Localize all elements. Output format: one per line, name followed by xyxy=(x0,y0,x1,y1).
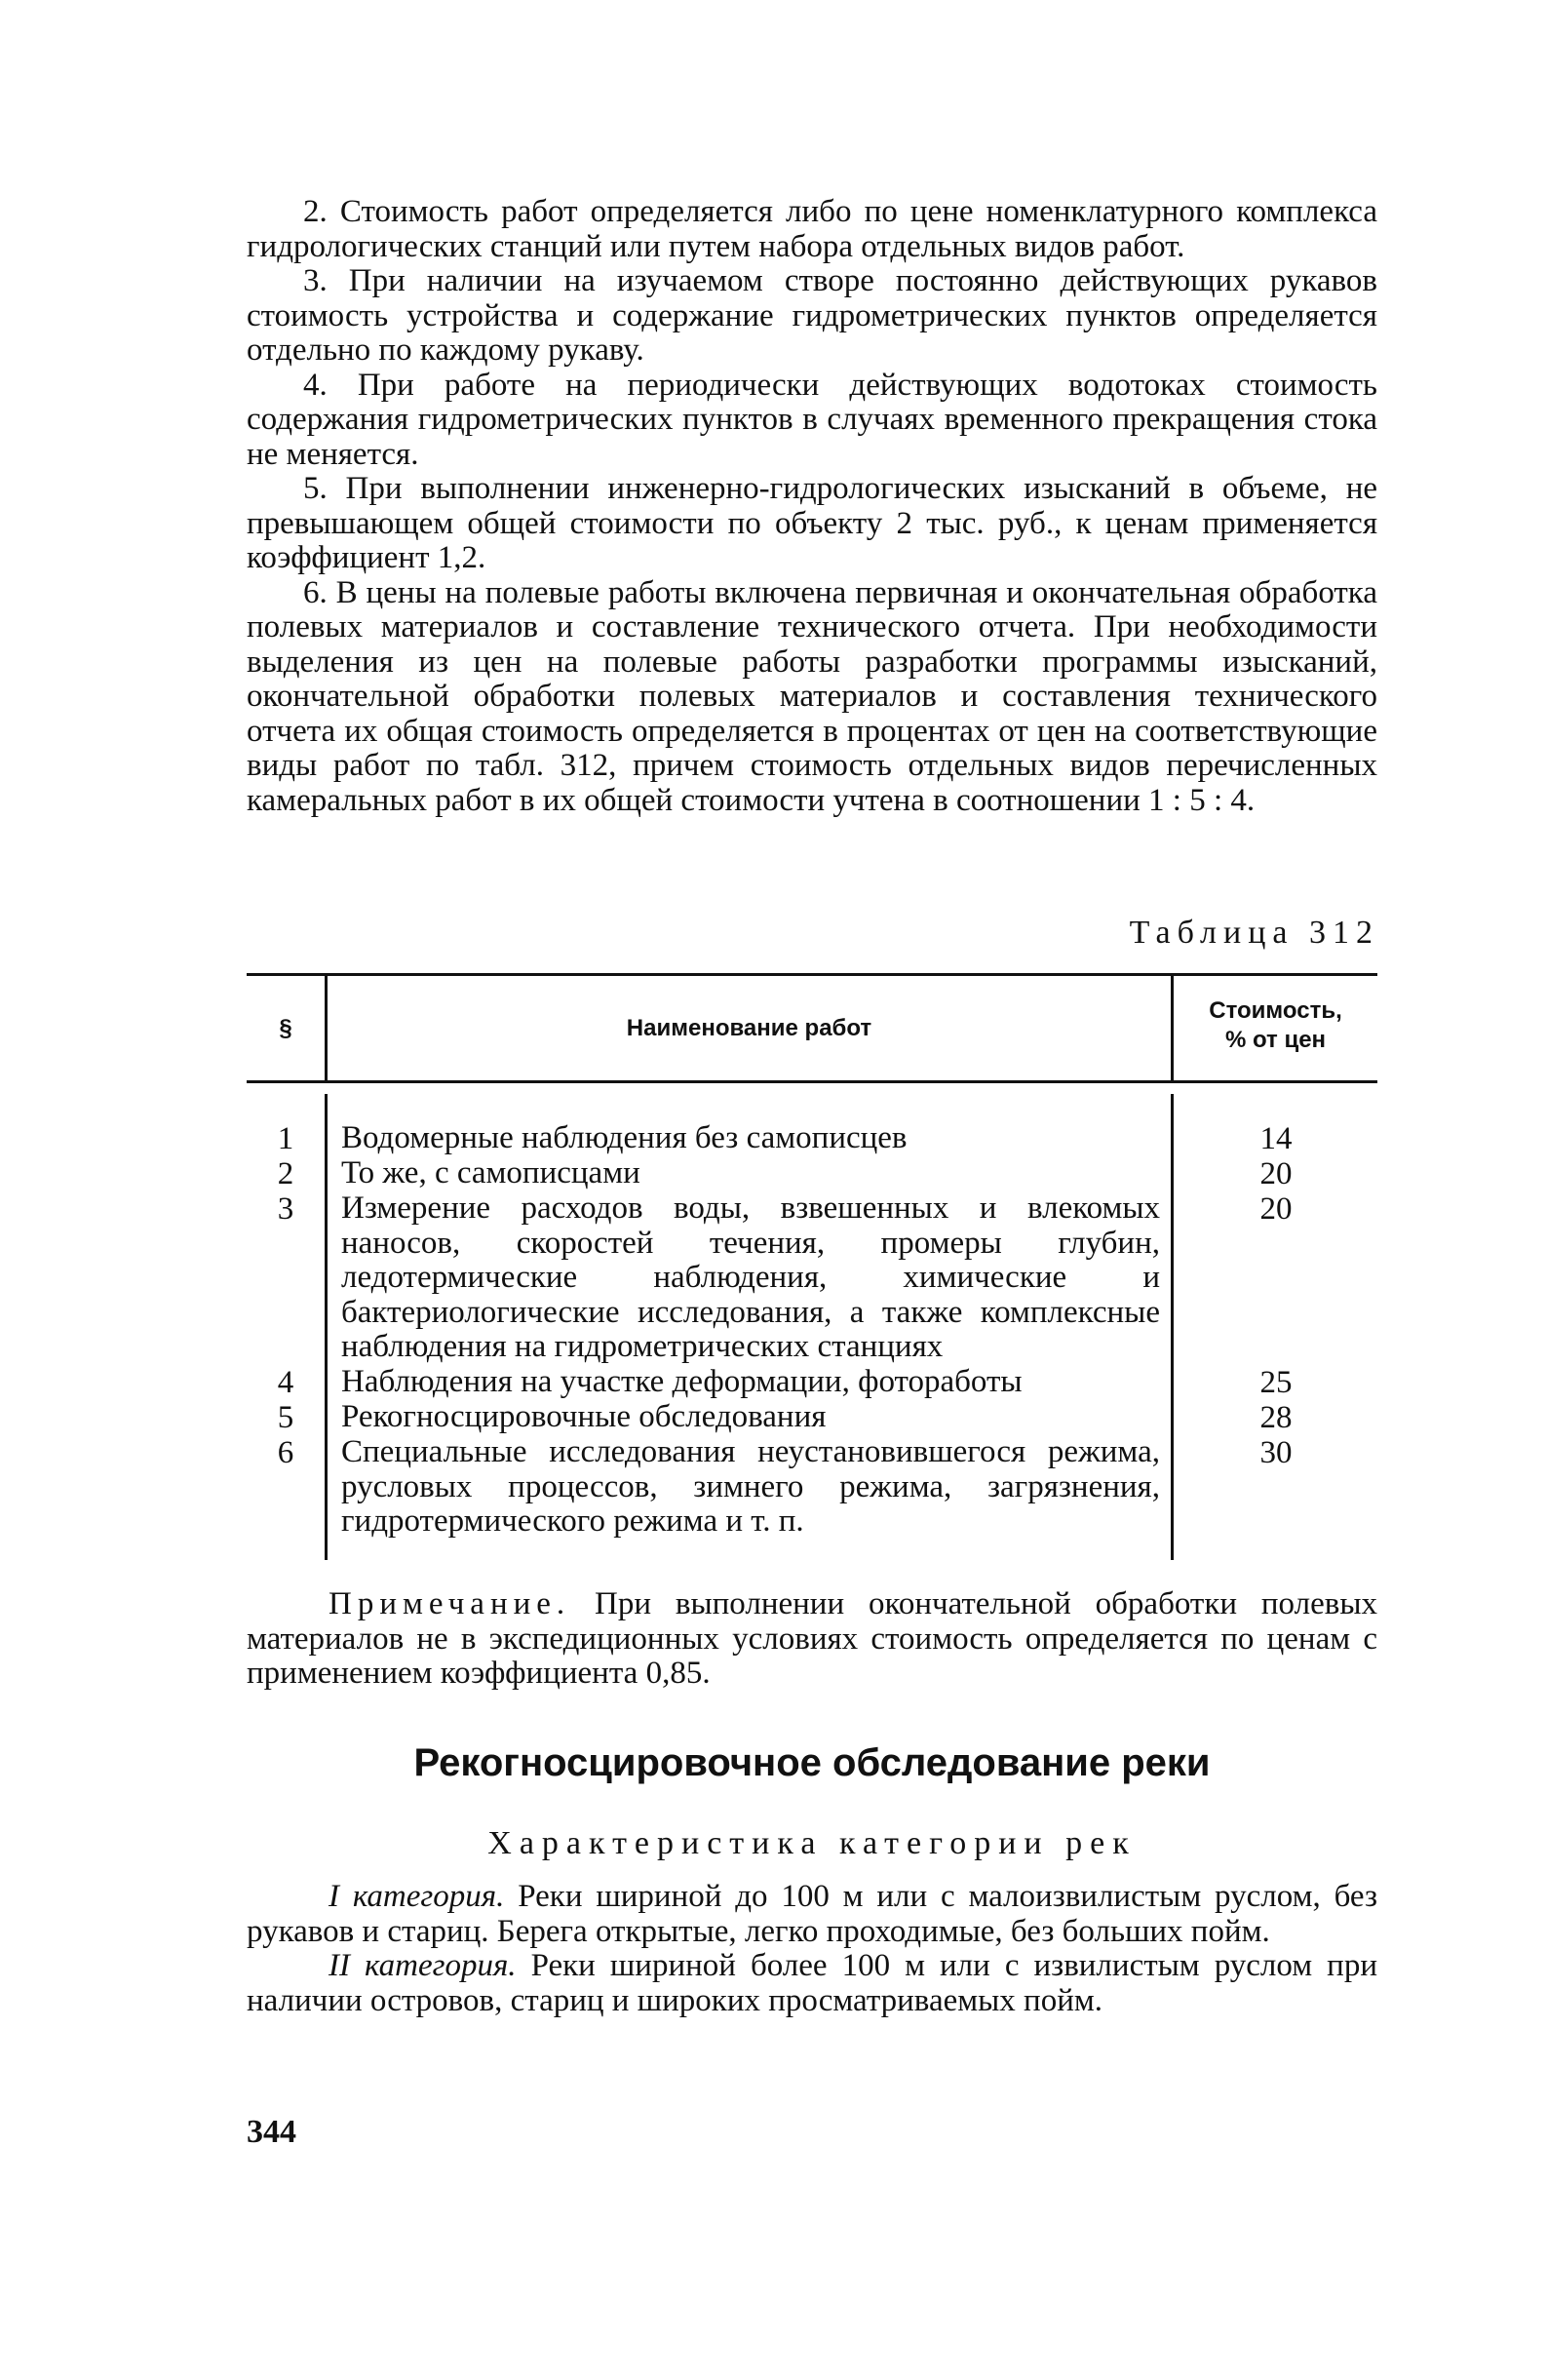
page-number: 344 xyxy=(247,2114,296,2150)
category-text: Реки шириной более 100 м или с извилистым руслом при наличии островов, стариц и широких просматриваемых пойм. xyxy=(247,1948,1377,2018)
body-divider-1 xyxy=(325,1094,328,1560)
paragraph-4: 4. При работе на периодически действующих водотоках стоимость содержания гидрометрических пунктов в случаях временного прекращения стока не меняется. xyxy=(247,367,1377,472)
category-2 xyxy=(247,1949,1377,2018)
paragraph-5: 5. При выполнении инженерно-гидрологических изысканий в объеме, не превышающем общей стоимости по объекту 2 тыс. руб., к ценам применяется коэффициент 1,2. xyxy=(247,471,1377,575)
category-label: I категория. xyxy=(329,1879,505,1914)
row-num: 6 xyxy=(277,1435,294,1470)
row-name: То же, с самописцами xyxy=(341,1155,640,1190)
category-text: Реки шириной до 100 м или с малоизвилистым руслом, без рукавов и стариц. Берега открытые, легко проходимые, без больших пойм. xyxy=(247,1879,1378,1949)
row-name: Специальные исследования неустановившегося режима, русловых процессов, зимнего режима, загрязнения, гидротермического режима и т. п. xyxy=(341,1434,1160,1539)
header-cost xyxy=(1174,996,1377,1055)
subsection-title: Характеристика категории рек xyxy=(487,1825,1137,1861)
category-1 xyxy=(247,1880,1377,1949)
row-name: Водомерные наблюдения без самописцев xyxy=(341,1120,908,1155)
row-name: Рекогносцировочные обследования xyxy=(341,1399,827,1434)
note-text: При выполнении окончательной обработки полевых материалов не в экспедиционных условиях стоимость определяется по ценам с применением коэффициента 0,85. xyxy=(247,1586,1377,1691)
section-title: Рекогносцировочное обследование реки xyxy=(413,1741,1211,1784)
row-cost: 28 xyxy=(1259,1400,1293,1435)
category-list xyxy=(247,1880,1377,2018)
body-divider-2 xyxy=(1171,1094,1174,1560)
row-cost: 20 xyxy=(1259,1156,1293,1191)
row-name: Измерение расходов воды, взвешенных и влекомых наносов, скоростей течения, промеры глубин, ледотермические наблюдения, химические и бактериологические исследования, а также комплексные наблюдения на гидрометрических станциях xyxy=(341,1190,1160,1364)
table-note xyxy=(247,1587,1377,1692)
intro-paragraphs xyxy=(247,195,1377,818)
row-num: 5 xyxy=(277,1400,294,1435)
table-header-rule xyxy=(247,1080,1377,1083)
row-num: 4 xyxy=(277,1365,294,1400)
paragraph-2: 2. Стоимость работ определяется либо по цене номенклатурного комплекса гидрологических станций или путем набора отдельных видов работ. xyxy=(247,194,1377,264)
header-cost-line1: Стоимость, xyxy=(1209,997,1342,1024)
header-name: Наименование работ xyxy=(626,1015,872,1041)
row-num: 1 xyxy=(277,1121,294,1156)
row-name: Наблюдения на участке деформации, фотоработы xyxy=(341,1364,1023,1399)
paragraph-6: 6. В цены на полевые работы включена первичная и окончательная обработка полевых материалов и составление технического отчета. При необходимости выделения из цен на полевые работы разработки программы изысканий, окончательной обработки полевых материалов и составления технического отчета их общая стоимость определяется в процентах от цен на соответствующие виды работ по табл. 312, причем стоимость отдельных видов перечисленных камеральных работ в их общей стоимости учтена в соотношении 1 : 5 : 4. xyxy=(247,574,1377,818)
table-caption: Таблица 312 xyxy=(1129,915,1379,951)
header-cost-line2: % от цен xyxy=(1224,1027,1327,1053)
header-num: § xyxy=(279,1015,292,1041)
row-cost: 14 xyxy=(1259,1121,1293,1156)
row-cost: 20 xyxy=(1259,1191,1293,1227)
table-top-rule xyxy=(247,973,1377,976)
row-cost: 30 xyxy=(1259,1435,1293,1470)
note-label: Примечание. xyxy=(329,1586,571,1621)
row-cost: 25 xyxy=(1259,1365,1293,1400)
category-label: II категория. xyxy=(329,1948,517,1983)
row-num: 3 xyxy=(277,1191,294,1227)
row-num: 2 xyxy=(277,1156,294,1191)
paragraph-3: 3. При наличии на изучаемом створе постоянно действующих рукавов стоимость устройства и содержание гидрометрических пунктов определяется отдельно по каждому рукаву. xyxy=(247,263,1377,368)
